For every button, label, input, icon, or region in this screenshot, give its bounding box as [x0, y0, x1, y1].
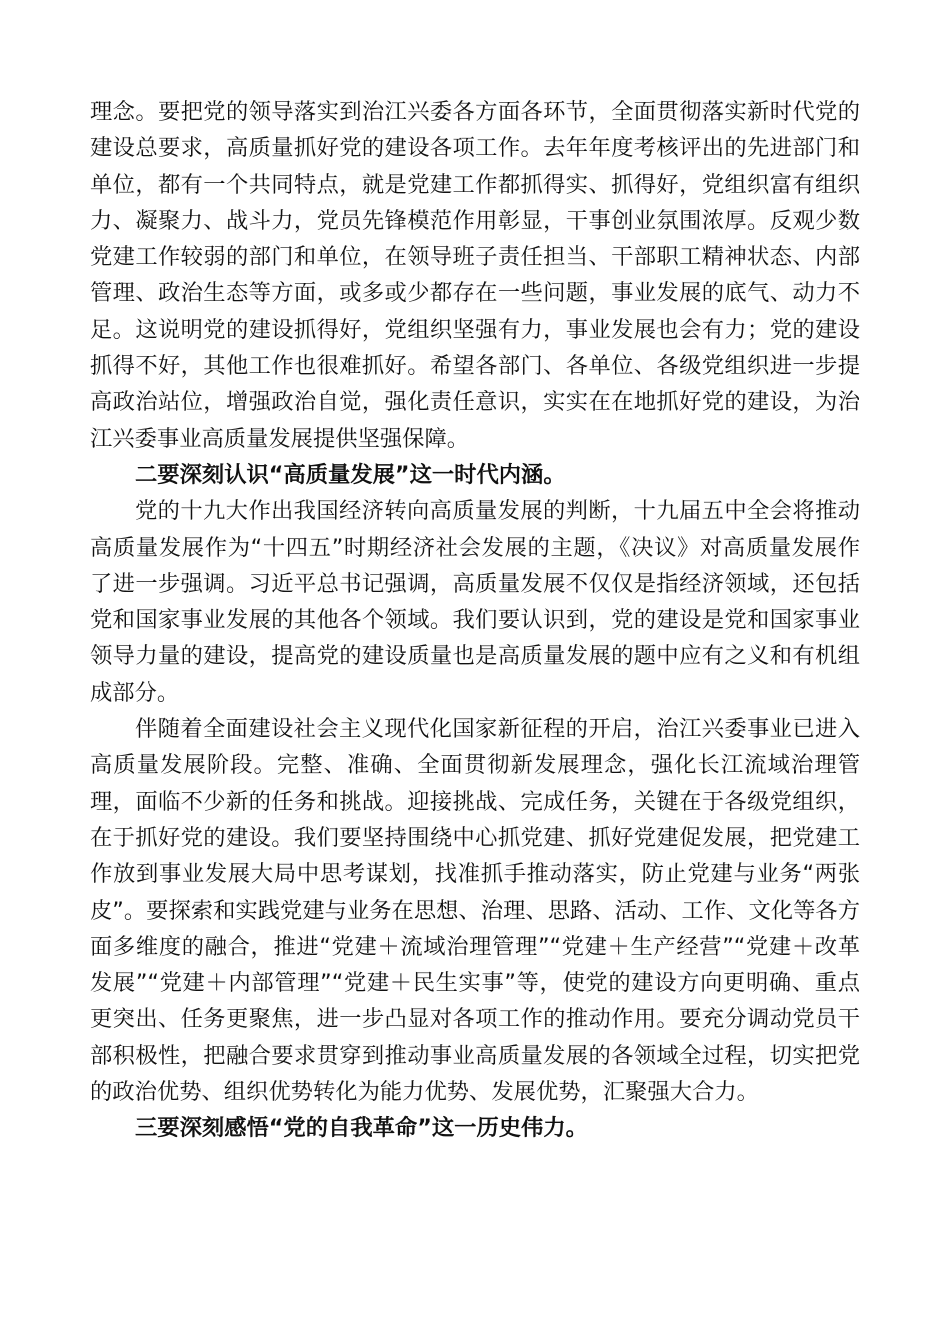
body-paragraph-1: 理念。要把党的领导落实到治江兴委各方面各环节，全面贯彻落实新时代党的建设总要求，高质量抓好党的建设各项工作。去年年度考核评出的先进部门和单位，都有一个共同特点，就是党建工作都抓得实、抓得好，党组织富有组织力、凝聚力、战斗力，党员先锋模范作用彰显，干事创业氛围浓厚。反观少数党建工作较弱的部门和单位，在领导班子责任担当、干部职工精神状态、内部管理、政治生态等方面，或多或少都存在一些问题，事业发展的底气、动力不足。这说明党的建设抓得好，党组织坚强有力，事业发展也会有力；党的建设抓得不好，其他工作也很难抓好。希望各部门、各单位、各级党组织进一步提高政治站位，增强政治自觉，强化责任意识，实实在在地抓好党的建设，为治江兴委事业高质量发展提供坚强保障。 — [90, 99, 860, 452]
section-heading-2: 二要深刻认识“高质量发展”这一时代内涵。 — [135, 461, 566, 488]
body-paragraph-3: 伴随着全面建设社会主义现代化国家新征程的开启，治江兴委事业已进入高质量发展阶段。完整、准确、全面贯彻新发展理念，强化长江流域治理管理，面临不少新的任务和挑战。迎接挑战、完成任务，关键在于各级党组织，在于抓好党的建设。我们要坚持围绕中心抓党建、抓好党建促发展，把党建工作放到事业发展大局中思考谋划，找准抓手推动落实，防止党建与业务“两张皮”。要探索和实践党建与业务在思想、治理、思路、活动、工作、文化等各方面多维度的融合，推进“党建＋流域治理管理”“党建＋生产经营”“党建＋改革发展”“党建＋内部管理”“党建＋民生实事”等，使党的建设方向更明确、重点更突出、任务更聚焦，进一步凸显对各项工作的推动作用。要充分调动党员干部积极性，把融合要求贯穿到推动事业高质量发展的各领域全过程，切实把党的政治优势、组织优势转化为能力优势、发展优势，汇聚强大合力。 — [90, 716, 860, 1106]
document-page — [90, 94, 860, 1147]
body-paragraph-2: 党的十九大作出我国经济转向高质量发展的判断，十九届五中全会将推动高质量发展作为“十四五”时期经济社会发展的主题，《决议》对高质量发展作了进一步强调。习近平总书记强调，高质量发展不仅仅是指经济领域，还包括党和国家事业发展的其他各个领域。我们要认识到，党的建设是党和国家事业领导力量的建设，提高党的建设质量也是高质量发展的题中应有之义和有机组成部分。 — [90, 498, 860, 706]
section-heading-3: 三要深刻感悟“党的自我革命”这一历史伟力。 — [135, 1115, 588, 1142]
